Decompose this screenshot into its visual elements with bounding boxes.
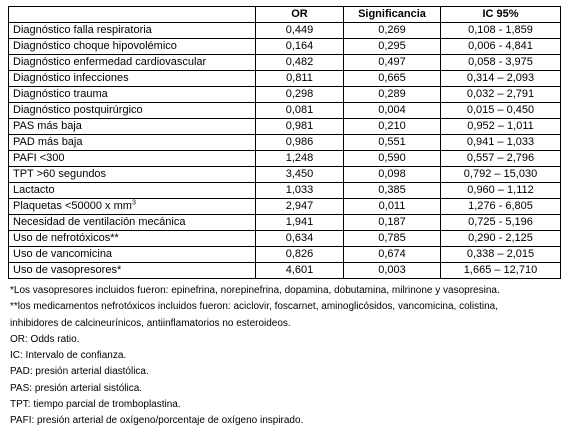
results-table-container [8,6,560,430]
table-row [9,119,561,135]
footnote-line: OR: Odds ratio. [10,333,80,345]
cell-or: 2,947 [256,199,344,215]
footnote-line: PAD: presión arterial diastólica. [10,366,149,378]
table-row [9,39,561,55]
cell-significance: 0,665 [344,71,441,87]
row-label [9,167,256,183]
cell-significance: 0,385 [344,183,441,199]
cell-ci: 0,032 – 2,791 [441,87,561,103]
cell-ci: 0,108 - 1,859 [441,23,561,39]
cell-ci: 1,665 – 12,710 [441,263,561,279]
cell-ci: 0,006 - 4,841 [441,39,561,55]
cell-or: 0,634 [256,231,344,247]
cell-significance: 0,590 [344,151,441,167]
cell-or: 0,482 [256,55,344,71]
row-label-superscript: 3 [131,199,136,207]
table-row [9,215,561,231]
cell-or: 4,601 [256,263,344,279]
table-row [9,247,561,263]
footnote-line: **los medicamentos nefrotóxicos incluidos fueron: aciclovir, foscarnet, aminoglicósidos, vancomicina, colistina, [10,301,499,313]
row-label [9,71,256,87]
footnote-line: inhibidores de calcineurínicos, antiinflamatorios no esteroideos. [10,317,291,329]
cell-significance: 0,011 [344,199,441,215]
cell-or: 1,248 [256,151,344,167]
cell-or: 0,081 [256,103,344,119]
cell-significance: 0,785 [344,231,441,247]
cell-significance: 0,551 [344,135,441,151]
footnote-line: PAFI: presión arterial de oxígeno/porcentaje de oxígeno inspirado. [10,415,304,427]
row-label [9,231,256,247]
cell-or: 0,164 [256,39,344,55]
row-label [9,199,256,215]
footnote-line: TPT: tiempo parcial de tromboplastina. [10,399,181,411]
header-significance: Significancia [344,7,441,23]
cell-significance: 0,098 [344,167,441,183]
cell-significance: 0,497 [344,55,441,71]
table-row [9,263,561,279]
cell-significance: 0,210 [344,119,441,135]
odds-ratio-table [8,6,561,279]
row-label [9,119,256,135]
row-label [9,87,256,103]
header-ci: IC 95% [441,7,561,23]
table-row [9,135,561,151]
row-label-text: Diagnóstico choque hipovolémico [13,40,177,52]
row-label-text: Diagnóstico infecciones [13,72,129,84]
row-label [9,103,256,119]
row-label-text: PAFI <300 [13,152,65,164]
cell-ci: 1,276 - 6,805 [441,199,561,215]
cell-or: 3,450 [256,167,344,183]
table-row [9,167,561,183]
row-label-text: Lactacto [13,184,55,196]
row-label [9,23,256,39]
cell-ci: 0,338 – 2,015 [441,247,561,263]
row-label-text: Necesidad de ventilación mecánica [13,216,186,228]
cell-ci: 0,058 - 3,975 [441,55,561,71]
row-label-text: Diagnóstico enfermedad cardiovascular [13,56,207,68]
header-or: OR [256,7,344,23]
row-label [9,55,256,71]
footnote-line: IC: Intervalo de confianza. [10,350,127,362]
row-label [9,151,256,167]
table-header-row [9,7,561,23]
row-label [9,247,256,263]
cell-ci: 0,960 – 1,112 [441,183,561,199]
cell-ci: 0,941 – 1,033 [441,135,561,151]
footnote-line: PAS: presión arterial sistólica. [10,382,143,394]
row-label-text: Diagnóstico postquirúrgico [13,104,143,116]
cell-ci: 0,557 – 2,796 [441,151,561,167]
table-footnotes [8,283,560,430]
cell-significance: 0,269 [344,23,441,39]
cell-ci: 0,792 – 15,030 [441,167,561,183]
cell-or: 1,941 [256,215,344,231]
row-label-text: TPT >60 segundos [13,168,107,180]
cell-ci: 0,314 – 2,093 [441,71,561,87]
cell-or: 0,811 [256,71,344,87]
row-label [9,263,256,279]
table-row [9,55,561,71]
header-variable [9,7,256,23]
cell-significance: 0,289 [344,87,441,103]
cell-or: 0,981 [256,119,344,135]
cell-significance: 0,295 [344,39,441,55]
table-row [9,183,561,199]
row-label-text: Plaquetas <50000 x mm [13,200,132,212]
table-row [9,23,561,39]
cell-or: 0,986 [256,135,344,151]
cell-or: 1,033 [256,183,344,199]
table-body [9,23,561,279]
table-row [9,103,561,119]
row-label-text: PAS más baja [13,120,82,132]
cell-significance: 0,674 [344,247,441,263]
row-label [9,39,256,55]
cell-ci: 0,290 - 2,125 [441,231,561,247]
row-label [9,135,256,151]
cell-significance: 0,187 [344,215,441,231]
cell-ci: 0,015 – 0,450 [441,103,561,119]
table-row [9,87,561,103]
row-label-text: Uso de vasopresores* [13,264,122,276]
row-label-text: PAD más baja [13,136,83,148]
table-row [9,231,561,247]
row-label [9,215,256,231]
row-label [9,183,256,199]
row-label-text: Uso de nefrotóxicos** [13,232,119,244]
row-label-text: Uso de vancomicina [13,248,113,260]
cell-significance: 0,004 [344,103,441,119]
cell-significance: 0,003 [344,263,441,279]
footnote-line: *Los vasopresores incluidos fueron: epinefrina, norepinefrina, dopamina, dobutamina, milrinone y vasopresina. [10,285,500,296]
row-label-text: Diagnóstico trauma [13,88,108,100]
cell-ci: 0,952 – 1,011 [441,119,561,135]
cell-ci: 0,725 - 5,196 [441,215,561,231]
cell-or: 0,826 [256,247,344,263]
cell-or: 0,449 [256,23,344,39]
table-row [9,71,561,87]
table-row [9,151,561,167]
row-label-text: Diagnóstico falla respiratoria [13,24,152,36]
table-row [9,199,561,215]
cell-or: 0,298 [256,87,344,103]
